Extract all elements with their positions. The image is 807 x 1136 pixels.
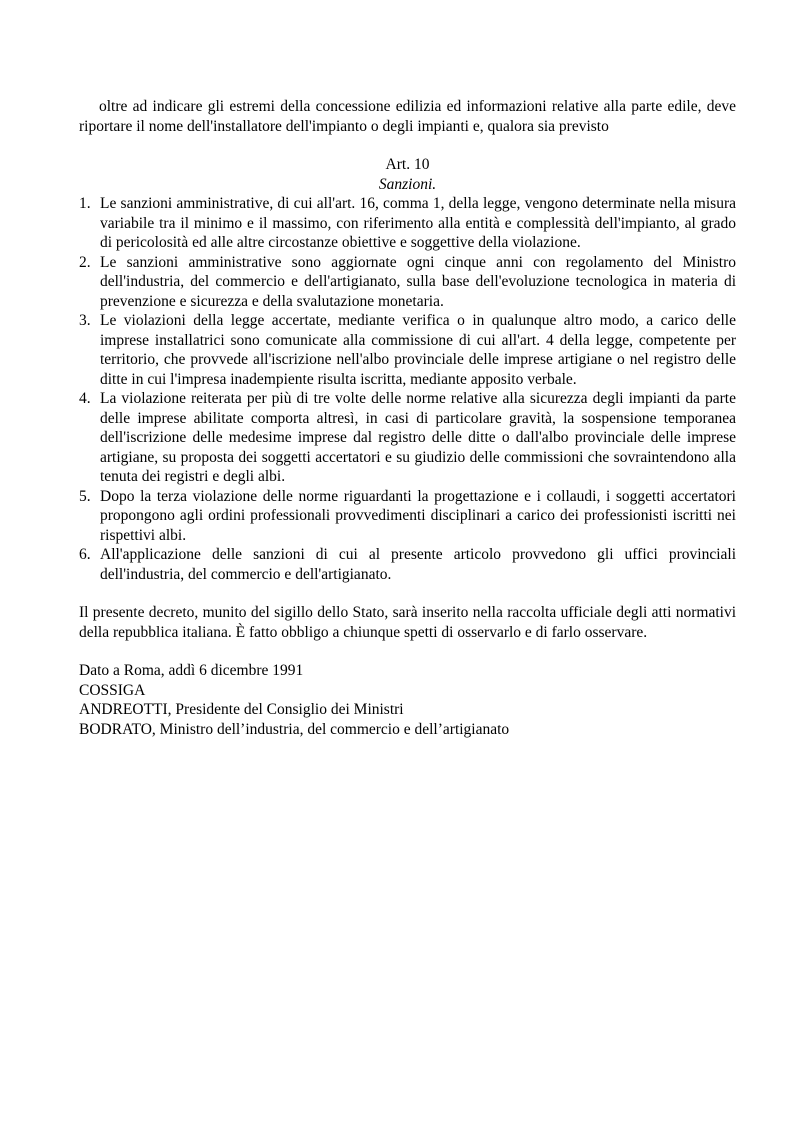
list-item bbox=[79, 253, 736, 312]
signature-block bbox=[79, 661, 736, 739]
signatory-line: COSSIGA bbox=[79, 681, 146, 699]
item-number: 4. bbox=[79, 390, 91, 407]
article-subtitle: Sanzioni. bbox=[378, 175, 437, 193]
closing-paragraph: Il presente decreto, munito del sigillo dello Stato, sarà inserito nella raccolta ufficiale degli atti normativi della repubblica italiana. È fatto obbligo a chiunque spetti di osservarlo e di farlo osservare. bbox=[79, 604, 736, 641]
list-item bbox=[79, 194, 736, 253]
date-line: Dato a Roma, addì 6 dicembre 1991 bbox=[79, 662, 304, 679]
item-number: 2. bbox=[79, 253, 91, 271]
intro-paragraph: oltre ad indicare gli estremi della concessione edilizia ed informazioni relative alla parte edile, deve riportare il nome dell'installatore dell'impianto o degli impianti e, qualora sia previsto bbox=[79, 98, 736, 135]
item-number: 6. bbox=[79, 546, 91, 563]
list-item bbox=[79, 389, 736, 487]
item-number: 3. bbox=[79, 312, 91, 329]
item-text: Dopo la terza violazione delle norme riguardanti la progettazione e i collaudi, i soggetti accertatori propongono agli ordini professionali provvedimenti disciplinari a carico dei professionisti iscritti nei rispettivi albi. bbox=[100, 487, 736, 544]
list-item bbox=[79, 545, 736, 584]
document-page bbox=[79, 97, 736, 739]
item-text: La violazione reiterata per più di tre volte delle norme relative alla sicurezza degli impianti da parte delle imprese abilitate comporta altresì, in casi di particolare gravità, la sospensione temporanea dell'iscrizione delle medesime imprese dal registro delle ditte o dall'albo provinciale delle imprese artigiane, su proposta dei soggetti accertatori e su giudizio delle commissioni che sovraintendono alla tenuta dei registri e degli albi. bbox=[100, 390, 736, 485]
item-text: Le violazioni della legge accertate, mediante verifica o in qualunque altro modo, a carico delle imprese installatrici sono comunicate alla commissione di cui all'art. 4 della legge, competente per territorio, che provvede all'iscrizione nell'albo provinciale delle imprese artigiane o nel registro delle ditte in cui l'impresa inadempiente risulta iscritta, mediante apposito verbale. bbox=[100, 312, 736, 388]
article-title: Art. 10 bbox=[385, 156, 430, 173]
article-items-list bbox=[79, 194, 736, 584]
list-item bbox=[79, 487, 736, 546]
item-text: Le sanzioni amministrative sono aggiornate ogni cinque anni con regolamento del Ministro dell'industria, del commercio e dell'artigianato, sulla base dell'evoluzione tecnologica in materia di prevenzione e sicurezza e della svalutazione monetaria. bbox=[100, 253, 736, 310]
item-number: 5. bbox=[79, 487, 91, 505]
list-item bbox=[79, 311, 736, 389]
signatory-line: BODRATO, Ministro dell’industria, del commercio e dell’artigianato bbox=[79, 720, 510, 738]
item-text: Le sanzioni amministrative, di cui all'art. 16, comma 1, della legge, vengono determinate nella misura variabile tra il minimo e il massimo, con riferimento alla entità e complessità dell'impianto, al grado di pericolosità ed alle altre circostanze obiettive e soggettive della violazione. bbox=[100, 195, 736, 251]
item-number: 1. bbox=[79, 195, 91, 212]
signatory-line: ANDREOTTI, Presidente del Consiglio dei Ministri bbox=[79, 701, 404, 718]
item-text: All'applicazione delle sanzioni di cui al presente articolo provvedono gli uffici provinciali dell'industria, del commercio e dell'artigianato. bbox=[100, 546, 736, 583]
